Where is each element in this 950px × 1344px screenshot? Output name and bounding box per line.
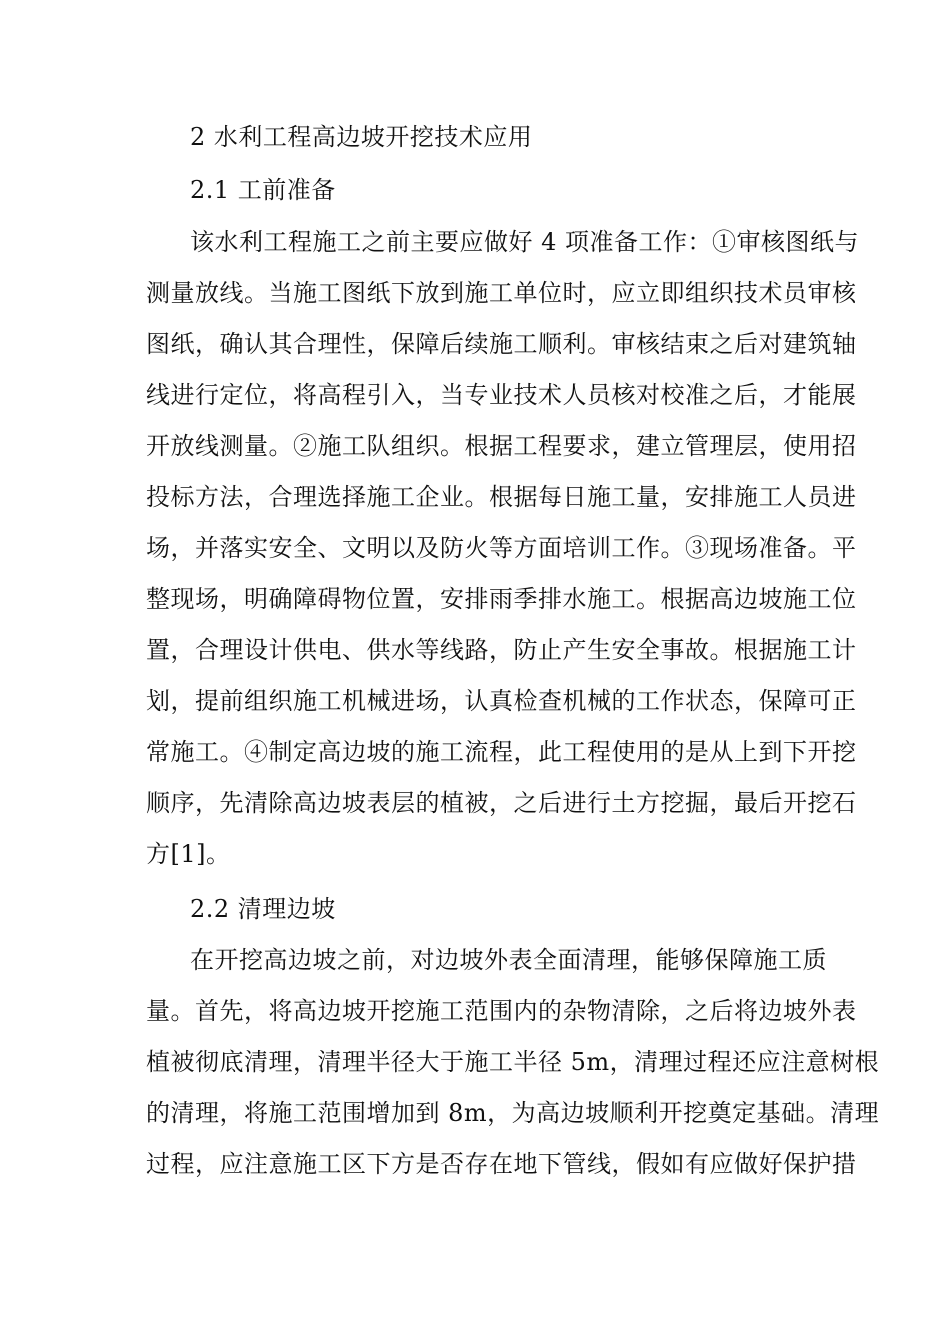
subsection-heading-2-2: 2.2 清理边坡 <box>190 895 336 923</box>
subsection-heading-2-1: 2.1 工前准备 <box>190 176 336 204</box>
paragraph-line: 图纸，确认其合理性，保障后续施工顺利。审核结束之后对建筑轴 <box>146 330 857 358</box>
paragraph-line: 整现场，明确障碍物位置，安排雨季排水施工。根据高边坡施工位 <box>146 585 857 613</box>
paragraph-line: 线进行定位，将高程引入，当专业技术人员核对校准之后，才能展 <box>146 381 857 409</box>
paragraph-line: 划，提前组织施工机械进场，认真检查机械的工作状态，保障可正 <box>146 687 857 715</box>
paragraph-line: 置，合理设计供电、供水等线路，防止产生安全事故。根据施工计 <box>146 636 857 664</box>
paragraph-line: 顺序，先清除高边坡表层的植被，之后进行土方挖掘，最后开挖石 <box>146 789 857 817</box>
paragraph-line: 方[1]。 <box>146 840 231 868</box>
paragraph-line: 开放线测量。②施工队组织。根据工程要求，建立管理层，使用招 <box>146 432 857 460</box>
paragraph-line: 植被彻底清理，清理半径大于施工半径 5m，清理过程还应注意树根 <box>146 1048 880 1076</box>
paragraph-line: 常施工。④制定高边坡的施工流程，此工程使用的是从上到下开挖 <box>146 738 857 766</box>
section-heading-2: 2 水利工程高边坡开挖技术应用 <box>190 123 533 151</box>
paragraph-line: 过程，应注意施工区下方是否存在地下管线，假如有应做好保护措 <box>146 1150 857 1178</box>
paragraph-line: 测量放线。当施工图纸下放到施工单位时，应立即组织技术员审核 <box>146 279 857 307</box>
paragraph-line: 投标方法，合理选择施工企业。根据每日施工量，安排施工人员进 <box>146 483 857 511</box>
paragraph-line: 的清理，将施工范围增加到 8m，为高边坡顺利开挖奠定基础。清理 <box>146 1099 880 1127</box>
paragraph-line: 场，并落实安全、文明以及防火等方面培训工作。③现场准备。平 <box>146 534 857 562</box>
paragraph-line: 该水利工程施工之前主要应做好 4 项准备工作：①审核图纸与 <box>190 228 860 256</box>
paragraph-line: 量。首先，将高边坡开挖施工范围内的杂物清除，之后将边坡外表 <box>146 997 857 1025</box>
paragraph-line: 在开挖高边坡之前，对边坡外表全面清理，能够保障施工质 <box>190 946 827 974</box>
